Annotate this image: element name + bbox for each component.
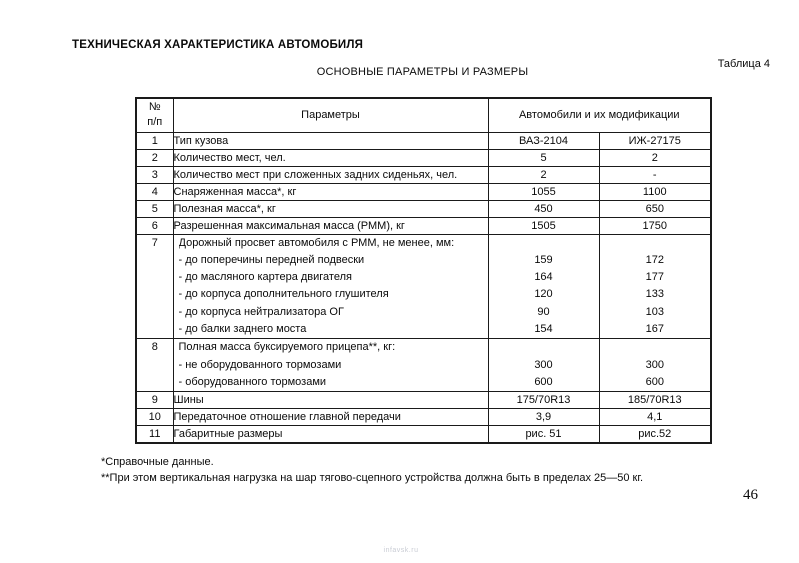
table-row [136,409,711,426]
cell-param: Шины [173,392,488,409]
cell-num: 4 [136,183,173,200]
cell-num: 6 [136,217,173,234]
cell-value-2: - [599,166,711,183]
header-modifications: Автомобили и их модификации [488,98,711,132]
cell-value-1: 175/70R13 [488,392,599,409]
table-header-row [136,98,711,132]
cell-num: 10 [136,409,173,426]
footnote-2: **При этом вертикальная нагрузка на шар тягово-сцепного устройства должна быть в пределах 25—50 кг. [101,471,644,484]
cell-param: Передаточное отношение главной передачи [173,409,488,426]
cell-value-1: 1055 [488,183,599,200]
cell-value-2: ИЖ-27175 [599,132,711,149]
cell-value-1: 300 600 [488,339,599,392]
table-number-label: Таблица 4 [717,58,770,70]
cell-param: Дорожный просвет автомобиля с РММ, не менее, мм: - до поперечины передней подвески - до масляного картера двигателя - до корпуса дополнительного глушителя - до корпуса нейтрализатора ОГ - до балки заднего моста [173,234,488,339]
cell-num: 11 [136,426,173,443]
cell-param: Полезная масса*, кг [173,200,488,217]
cell-param: Количество мест, чел. [173,149,488,166]
table-row-ground-clearance [136,234,711,339]
cell-value-1: 159 164 120 90 154 [488,234,599,339]
table-row [136,166,711,183]
header-num [136,98,173,132]
page-number: 46 [743,487,758,503]
table-row [136,200,711,217]
cell-value-2: 2 [599,149,711,166]
cell-value-2: 1100 [599,183,711,200]
cell-param: Полная масса буксируемого прицепа**, кг: - не оборудованного тормозами - оборудованного тормозами [173,339,488,392]
header-num-line1: № [148,101,161,114]
cell-num: 9 [136,392,173,409]
cell-param: Тип кузова [173,132,488,149]
table-row [136,392,711,409]
cell-value-1: 2 [488,166,599,183]
page-title: ТЕХНИЧЕСКАЯ ХАРАКТЕРИСТИКА АВТОМОБИЛЯ [72,39,364,51]
watermark: infavsk.ru [383,547,419,554]
cell-value-2: рис.52 [599,426,711,443]
cell-value-2: 300 600 [599,339,711,392]
cell-value-1: рис. 51 [488,426,599,443]
cell-num: 5 [136,200,173,217]
cell-value-1: 3,9 [488,409,599,426]
cell-param: Количество мест при сложенных задних сиденьях, чел. [173,166,488,183]
table-title: ОСНОВНЫЕ ПАРАМЕТРЫ И РАЗМЕРЫ [316,66,529,78]
cell-param: Разрешенная максимальная масса (РММ), кг [173,217,488,234]
header-parameters: Параметры [173,98,488,132]
parameters-table [135,97,712,444]
cell-param: Снаряженная масса*, кг [173,183,488,200]
cell-num: 1 [136,132,173,149]
table-row [136,149,711,166]
cell-value-2: 4,1 [599,409,711,426]
cell-value-1: 5 [488,149,599,166]
cell-value-2: 172 177 133 103 167 [599,234,711,339]
table-row [136,183,711,200]
footnote-1: *Справочные данные. [101,456,214,468]
cell-num: 3 [136,166,173,183]
table-row [136,217,711,234]
table-row-trailer-mass [136,339,711,392]
cell-value-1: 450 [488,200,599,217]
header-num-line2: п/п [147,116,163,129]
cell-value-1: ВАЗ-2104 [488,132,599,149]
cell-num: 8 [136,339,173,392]
cell-num: 7 [136,234,173,339]
cell-value-2: 650 [599,200,711,217]
cell-value-2: 1750 [599,217,711,234]
cell-num: 2 [136,149,173,166]
table-row [136,426,711,443]
cell-value-1: 1505 [488,217,599,234]
cell-value-2: 185/70R13 [599,392,711,409]
cell-param: Габаритные размеры [173,426,488,443]
footnotes [101,455,643,486]
table-row [136,132,711,149]
